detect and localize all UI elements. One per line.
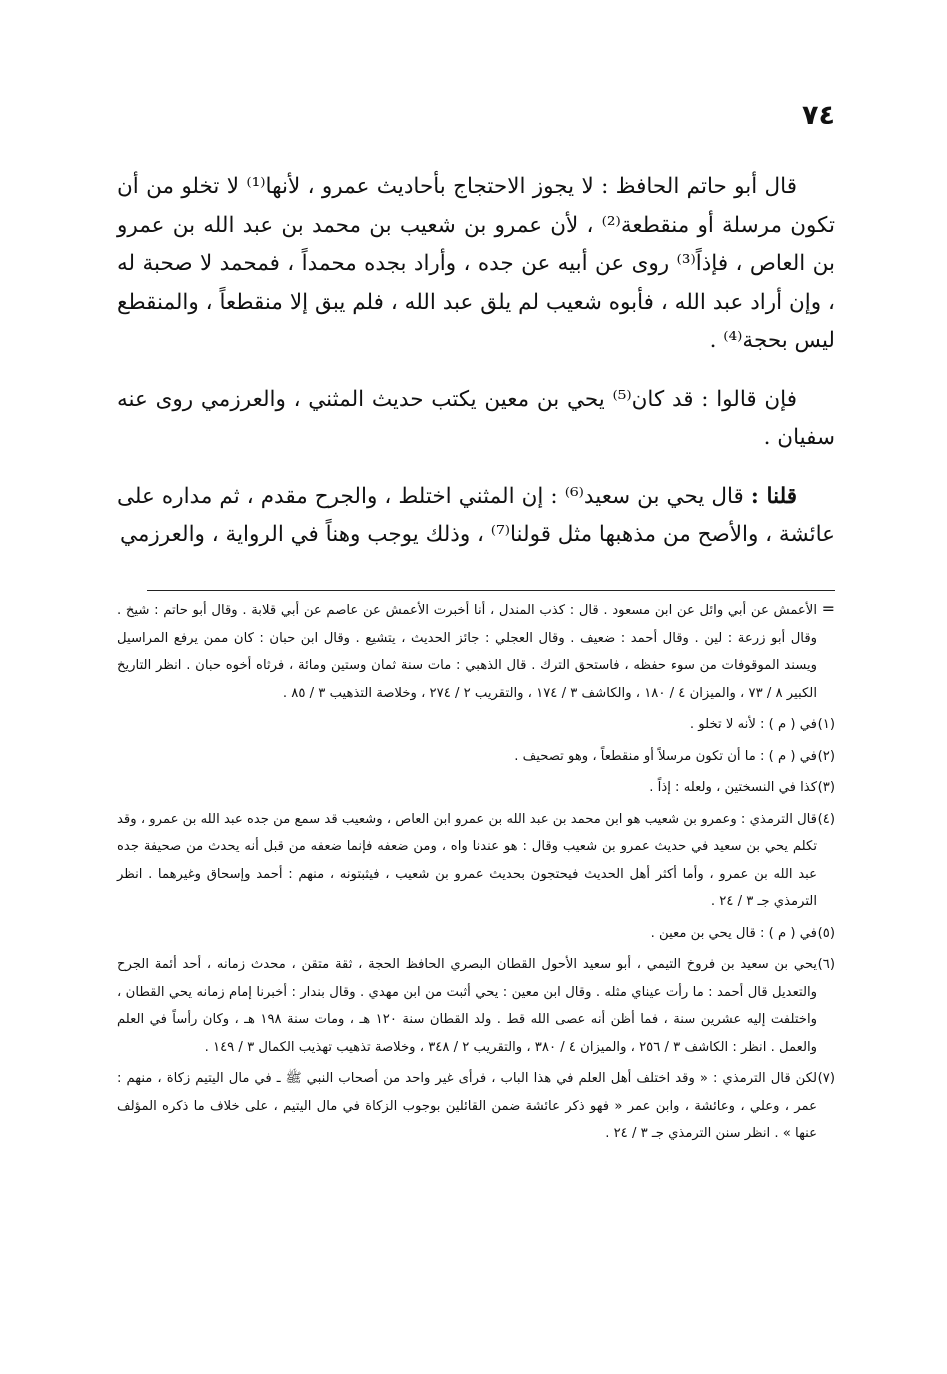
footnote-text: في ( م ) : ما أن تكون مرسلاً أو منقطعاً ، وهو تصحيف .: [514, 748, 817, 764]
footnote-marker: (١): [817, 717, 835, 732]
footnotes: [117, 597, 835, 1152]
footnote-marker: (٢): [817, 748, 835, 764]
footnote-text: في ( م ) : قال يحي بن معين .: [650, 925, 817, 941]
paragraph-1-text: قال أبو حاتم الحافظ : لا يجوز الاحتجاج بأحاديث عمرو ، لأنها⁽¹⁾ لا تخلو من أن تكون مرسلة أو منقطعة⁽²⁾ ، لأن عمرو بن شعيب بن محمد بن عبد الله بن عمرو بن العاص ، فإذاً⁽³⁾ روى عن أبيه عن جده ، وأراد بجده محمداً ، فمحمد لا صحبة له ، وإن أراد عبد الله ، فأبوه شعيب لم يلق عبد الله ، فلم يبق إلا منقطعاً ، والمنقطع ليس بحجة⁽⁴⁾ .: [117, 174, 835, 353]
footnote-7: [117, 1065, 835, 1148]
paragraph-1: [117, 168, 835, 361]
footnote-marker: (٤): [817, 811, 835, 827]
footnote-3: [117, 774, 835, 802]
footnote-text: في ( م ) : لأنه لا تخلو .: [689, 717, 817, 732]
footnote-4: [117, 806, 835, 916]
paragraph-3: [117, 478, 835, 555]
footnote-text: الأعمش عن أبي وائل عن ابن مسعود . قال : كذب المندل ، أنا أخبرت الأعمش عن عاصم عن أبي قلابة . وقال أبو حاتم : شيخ . وقال أبو زرعة : لين . وقال أحمد : ضعيف . وقال العجلي : جائز الحديث ، يتشيع . وقال ابن حبان : كان ممن يرفع المراسيل ويسند الموقوفات من سوء حفظه ، فاستحق الترك . قال الذهبي : مات سنة ثمان وستين ومائة ، فرثاه أخوه حبان . انظر التاريخ الكبير ٨ / ٧٣ ، والميزان ٤ / ١٨٠ ، والكاشف ٣ / ١٧٤ ، والتقريب ٢ / ٢٧٤ ، وخلاصة التذهيب ٣ / ٨٥ .: [117, 603, 817, 701]
paragraph-2: [117, 381, 835, 458]
footnote-text: يحي بن سعيد بن فروخ التيمي ، أبو سعيد الأحول القطان البصري الحافظ الحجة ، ثقة متقن ، محدث زمانه ، أحد أئمة الجرح والتعديل قال أحمد : ما رأت عيناي مثله . وقال ابن معين : يحي أثبت من ابن مهدي . وقال بندار : أخبرنا إمام زمانه يحي القطان ، واختلفت إليه عشرين سنة ، فما أظن أنه عصى الله قط . ولد القطان سنة ١٢٠ هـ ، ومات سنة ١٩٨ هـ ، وكان رأساً في العلم والعمل . انظر : الكاشف ٣ / ٢٥٦ ، والميزان ٤ / ٣٨٠ ، والتقريب ٢ / ٣٤٨ ، وخلاصة تذهيب تهذيب الكمال ٣ / ١٤٩ .: [117, 957, 817, 1055]
footnote-marker: (٦): [817, 957, 835, 972]
footnote-text: كذا في النسختين ، ولعله : إذاً .: [649, 780, 817, 795]
footnote-marker: =: [821, 599, 835, 618]
footnote-continued: [117, 597, 835, 707]
footnote-marker: (٣): [817, 780, 835, 795]
footnote-marker: (٥): [817, 925, 835, 941]
main-text: [117, 168, 835, 575]
footnote-2: [117, 743, 835, 771]
paragraph-3-text: قال يحي بن سعيد⁽⁶⁾ : إن المثني اختلط ، والجرح مقدم ، ثم مداره على عائشة ، والأصح من مذهبها مثل قولنا⁽⁷⁾ ، وذلك يوجب وهناً في الرواية ، والعرزمي: [117, 483, 835, 547]
paragraph-3-lead: قلنا :: [750, 483, 797, 509]
paragraph-2-text: فإن قالوا : قد كان⁽⁵⁾ يحي بن معين يكتب حديث المثني ، والعرزمي روى عنه سفيان .: [117, 386, 835, 450]
footnote-1: [117, 711, 835, 739]
footnote-marker: (٧): [817, 1071, 835, 1086]
footnote-text: قال الترمذي : وعمرو بن شعيب هو ابن محمد بن عبد الله بن عمرو ابن العاص ، وشعيب قد سمع من جده عبد الله بن عمرو ، وقد تكلم يحي بن سعيد في حديث عمرو بن شعيب وقال : هو عندنا واه ، ومن ضعفه فإنما ضعفه من قبل أنه يحدث من صحيفة جده عبد الله بن عمرو ، وأما أكثر أهل الحديث فيحتجون بحديث عمرو بن شعيب ، فيثبتونه ، منهم : أحمد وإسحاق وغيرهما . انظر الترمذي جـ ٣ / ٢٤ .: [117, 811, 817, 909]
footnote-text: لكن قال الترمذي : « وقد اختلف أهل العلم في هذا الباب ، فرأى غير واحد من أصحاب النبي ﷺ ـ في مال اليتيم زكاة ، منهم : عمر ، وعلي ، وعائشة ، وابن عمر « فهو ذكر عائشة ضمن القائلين بوجوب الزكاة في مال اليتيم ، على خلاف ما ذكره المؤلف عنها » . انظر سنن الترمذي جـ ٣ / ٢٤ .: [117, 1071, 817, 1141]
page-number: ٧٤: [802, 100, 835, 131]
footnote-divider: [147, 590, 835, 591]
footnote-5: [117, 920, 835, 948]
footnote-6: [117, 951, 835, 1061]
